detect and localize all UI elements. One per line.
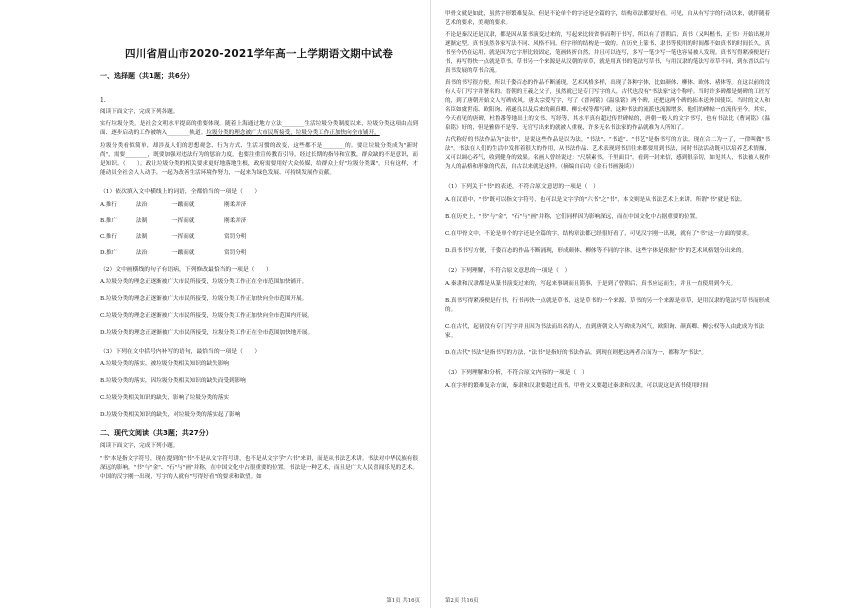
option-item: B.在历史上，"书"与"金"，"石"与"画"并称，它们同样因为影响深远，而在中国文化中占据重要的位置。 [445, 214, 701, 220]
option-row [100, 200, 418, 208]
option-cell: 法制 [136, 234, 148, 241]
option-cell: C.推行 [100, 234, 118, 241]
option-cell: B.推广 [100, 218, 118, 225]
passage-paragraph-2: 垃圾分类看似简单，却涉及人们的思想观念、行为方式、生活习惯的改变，这些都不是________的。要让垃圾分类成为"新时尚"，需要________，既要加强对违法行为的惩治力度，也要注重宣传教育引导。经过长期的指导和宣教，群众缺的不是意识，而是知识。（ ）。政让垃圾分类的相关要求更好地落地生根，政府需要用好大众传媒，给群众上好"垃圾分类课"。只有这样，才能动员全社会人人动手，一起为改善生活环境作努力，一起来为绿色发展、可持续发展作贡献。 [100, 142, 418, 177]
option-item: A.在字形的繁难复杂方面，秦隶和汉隶要超过真书，甲骨文又要超过秦隶和汉隶，可以说这是真书使用时间 [445, 383, 709, 389]
question-2-options [100, 278, 418, 337]
option-cell: 一挥而就 [172, 218, 195, 225]
option-row [100, 248, 418, 256]
option-row [100, 216, 418, 224]
option-item: B.垃圾分类的落实，因垃圾分类相关知识的缺失而受到影响 [100, 378, 246, 385]
section-heading-choice: 一、选择题（共1题；共6分） [100, 72, 194, 80]
option-cell: 法制 [136, 218, 148, 225]
option-cell: A.推行 [100, 202, 118, 209]
option-item: D.垃圾分类相关知识的缺失，对垃圾分类的落实起了影响 [100, 412, 241, 419]
document-title: 四川省眉山市2020-2021学年高一上学期语文期中试卷 [125, 48, 393, 60]
passage-paragraph: 不论是秦汉还是汉隶，都是因从篆书演变过来的，写起来比较省事而利于书写，所以有了晋朝后，真书（又叫楷书、正书）开始出现并逐渐定型。真书虽然各家写法不同、风格不同，但字形的结构是一致的。在历史上篆书、隶书等使用的时间都不如真书的时间长久，真书至今仍在运用，就是因为它字形比较固定，笔画转折自然，并且可以连写，多写一笔少写一笔也容易被人发现。真书写得紧凑便是行书，再写得快一点就是草书。草书另一个来源是从汉朝的章草，就是用真书的笔法写草书，与用汉隶的笔法写章草不同，到东晋以后与真书发展的草书合流。 [445, 32, 770, 74]
page-right [430, 0, 860, 608]
option-item: C.在甲骨文中，不论是单个的字还是全篇的字，结构章法都已经很好看了，可见汉字刚一出现，就有了"书"这一方面的要求。 [445, 231, 753, 237]
reading-question-2-options [445, 280, 770, 358]
reading-question-2-stem: （2）下列理解，不符合原文意思的一项是（ ） [445, 268, 571, 274]
option-item: C.垃圾分类相关知识的缺失，影响了垃圾分类的落实 [100, 395, 229, 402]
option-item: A.在汉语中，"书"既可以指文字符号，也可以是文字学的"六书"之"书"，本文则是从书法艺术上来讲，所谓"书"就是书法。 [445, 197, 746, 203]
question-number: 1. [100, 97, 106, 104]
passage-paragraph: 真书的书写很方便，所以千姿百态的作品不断涌现，艺术风格多样，出现了各种字体，比如颜体、柳体、欧体、褚体等。在这以前的没有人专门写字并署名的。晋朝的王羲之父子，虽然就已是专门写字的人，古代也没有"书法家"这个称呼。当时许多碑都是刻碑的工匠写的，到了唐朝开始文人写碑成风。唐太宗爱写字，写了《晋祠铭》《温泉铭》两个碑，还把这两个碑的拓本送外国使臣。当时的文人和名臣如虞世南、欧阳询、褚遂良以及后来的颜真卿、柳公权等都写碑，这种书法的流派也流源增多，他们的碑帖一直流传至今。其实，今天看见的唐碑，杜鲁番等地出土的文书、写经等，其水平真有超过传世碑帖的，唐朝一般人的文字书写，也有书法比《曹词铭》《温泉铭》好的，但是雅俗不是等、无官写出来的就被人重视，许多无名书法家的作品就难为人所知了。 [445, 80, 770, 131]
option-item: A.垃圾分类的理念正逐渐被广大市民所接受，垃圾分类工作正在全市范围加快铺开。 [100, 279, 308, 286]
option-cell: 一挥而就 [172, 234, 195, 241]
option-item: B.垃圾分类的理念正逐渐被广大市民所接受，垃圾分类工作正加快向全市范围开展。 [100, 296, 308, 303]
section-heading-reading: 二、现代文阅读（共3题；共27分） [100, 429, 213, 438]
option-item: A.垃圾分类的落实，被垃圾分类相关知识的缺失影响 [100, 361, 229, 368]
option-cell: 刚柔并济 [224, 218, 247, 225]
option-cell: 法治 [136, 250, 148, 257]
passage-paragraph: 古代称好的书法作品为"法书"，是说这些作品是以为法，"书法"、"书道"、"书艺"是指书写的方法。现在合二为一了，一律叫做"书法"。书法在人们的生活中发挥着很大的作用，从书法作品、艺术表现到书信往来都要用到书法，同时书法活动既可以培养艺术情操，又可以调心养气，收到健身的效果。名画人曾经说过："尺牍素书，千里面目"。看到一封来信，感到很亲切，如见其人，书法被人视作为人的品格和形象的代表，自古以来就是这样。（摘编自启功《金石书画漫谈》） [445, 137, 770, 170]
question-2-stem: （2）文中画横线的句子有语病，下列修改最恰当的一项是（ ） [100, 267, 272, 274]
passage-paragraph: 甲骨文就是如此，虽然字形繁难复杂，但是不论单个的字还是全篇的字，结构章法都要好看。可见，自从有写字的行动以来，就伴随着艺术的要求，美观的要求。 [445, 11, 770, 26]
reading-question-1-options [445, 196, 770, 256]
underlined-sentence: 垃圾分类的理念被广大市民所接受，垃圾分类工作正加快向全市铺开， [206, 130, 380, 137]
option-cell: 赏罚分明 [224, 234, 247, 241]
question-3-options [100, 360, 418, 419]
option-cell: 法治 [136, 202, 148, 209]
reading-instruction-2: 阅读下面文字，完成下列小题。 [100, 443, 179, 450]
page-footer-right: 第2页 共16页 [445, 598, 479, 604]
reading-question-1-stem: （1）下列关于"书"的表述，不符合原文意思的一项是（ ） [445, 184, 599, 190]
option-row [100, 232, 418, 240]
option-cell: D.推广 [100, 250, 118, 257]
option-item: D.在古代"书法"是指书写的方法，"法书"是指好的书法作品，到现在则把这两者合而为一，都称为"书法"。 [445, 350, 708, 356]
option-cell: 赏罚分明 [224, 250, 247, 257]
page-footer-left: 第1页 共16页 [386, 598, 420, 604]
option-item: C.垃圾分类的理念正逐渐被广大市民所接受，垃圾分类工作正加快向全市范围内开展。 [100, 313, 313, 320]
reading-passage-start: "书"本是指文字符号，现在提到的"书"不是从文字符号讲，也不是从文字学"六书"来讲，而是从书法艺术讲。书法对中华民族有很深远的影响，"书"与"金"、"石"与"画"并称，在中国文化中占很重要的位置。书法是一种艺术，而且是广大人民喜闻乐见的艺术。中国的汉字刚一出现，写字的人就有"写得好看"的要求和欲望。如 [100, 455, 418, 481]
passage-text: 实行垃圾分类，是社会文明水平提高的重要体现。随着上海通过地方立法________生活垃圾分类制度以来，垃圾分类这项由点到面、逐步启动的工作被纳入________轨道。 [100, 121, 418, 137]
passage-paragraph-1 [100, 120, 418, 138]
option-cell: 刚柔并济 [224, 202, 247, 209]
question-1-options [100, 200, 418, 256]
reading-question-3-options [445, 382, 770, 391]
question-1-stem: （1）依次填入文中横线上的词语，全都恰当的一项是（ ） [100, 189, 261, 196]
reading-instruction: 阅读下面文字，完成下列各题。 [100, 109, 179, 115]
option-item: C.在古代，起初没有专门写字并且因为书法而出名的人，直到唐朝文人写碑成为风气，欧阳询、颜真卿、柳公权等人由此成为书法家。 [445, 324, 765, 339]
option-cell: 一蹴而就 [172, 250, 195, 257]
option-item: D.真书书写方便，千姿百态的作品不断涌现，形成颜体、柳体等不同的字体，这些字体是依据"书"的艺术风格划分出来的。 [445, 248, 748, 254]
option-item: B.真书写得紧凑便是行书，行书再快一点就是草书，这是草书的一个来源，草书的另一个来源是章草，是用汉隶的笔法写草书而形成的。 [445, 298, 770, 313]
option-item: D.垃圾分类的理念正逐渐被广大市民所接受，垃圾分类工作正在全市范围加快地开展。 [100, 330, 314, 337]
question-3-stem: （3）下列在文中括号内补写的语句，最恰当的一项是（ ） [100, 349, 261, 356]
option-cell: 一蹴而就 [172, 202, 195, 209]
option-item: A.秦隶和汉隶都是从篆书演变过来的，写起来事调而且简事，于是到了曾朝后，真书应运而生，并且一直使用到今天。 [445, 281, 737, 287]
reading-passage-continued [445, 10, 770, 172]
reading-question-3-stem: （3）下列理解和分析，不符合原文内容的一项是（ ） [445, 370, 588, 376]
